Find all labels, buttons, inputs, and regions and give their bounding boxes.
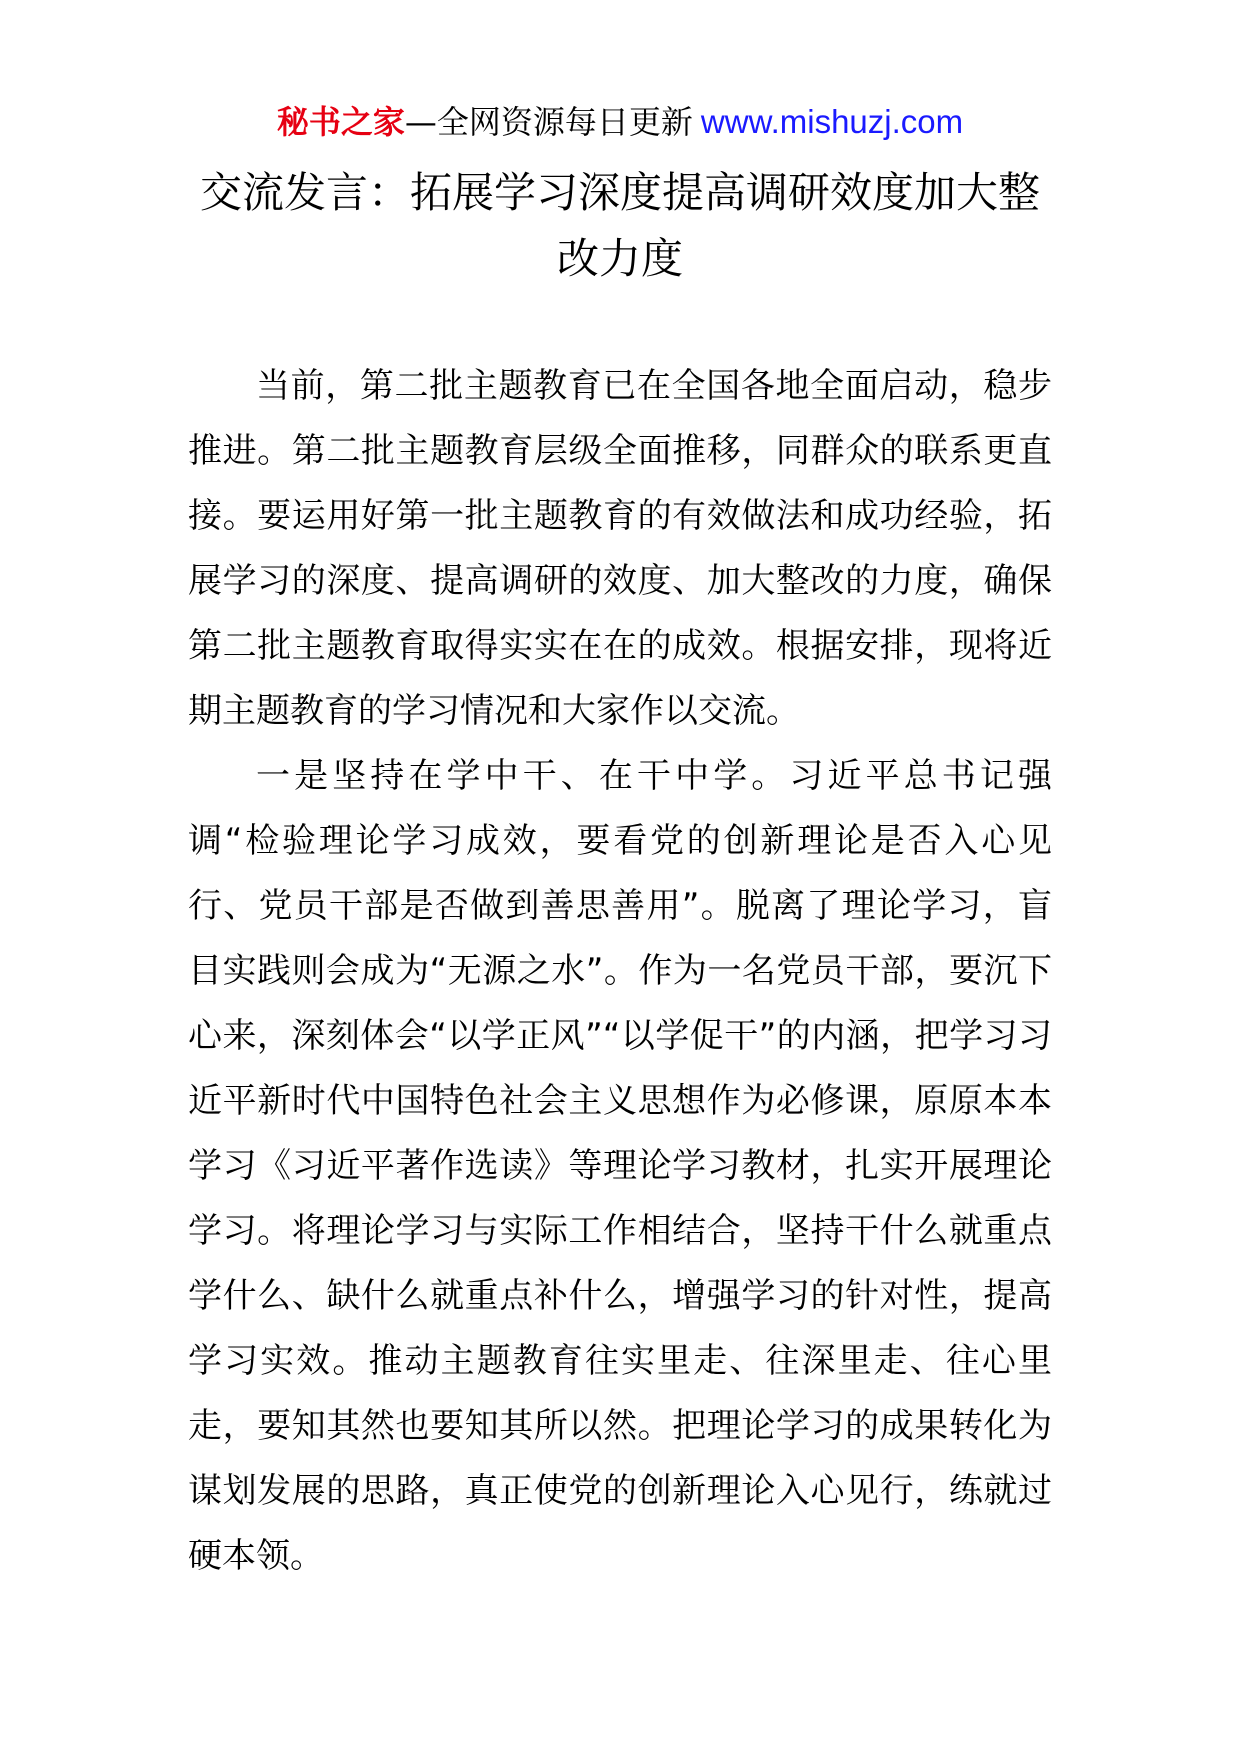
brand-name: 秘书之家 bbox=[276, 103, 405, 141]
header-slogan: —全网资源每日更新 bbox=[404, 103, 693, 141]
document-title: 交流发言：拓展学习深度提高调研效度加大整改力度 bbox=[199, 168, 1040, 283]
document-body bbox=[188, 354, 1052, 1589]
paragraph-1: 当前，第二批主题教育已在全国各地全面启动，稳步推进。第二批主题教育层级全面推移，同群众的联系更直接。要运用好第一批主题教育的有效做法和成功经验，拓展学习的深度、提高调研的效度、加大整改的力度，确保第二批主题教育取得实实在在的成效。根据安排，现将近期主题教育的学习情况和大家作以交流。 bbox=[188, 366, 1052, 731]
paragraph-2: 一是坚持在学中干、在干中学。习近平总书记强调“检验理论学习成效，要看党的创新理论是否入心见行、党员干部是否做到善思善用”。脱离了理论学习，盲目实践则会成为“无源之水”。作为一名党员干部，要沉下心来，深刻体会“以学正风”“以学促干”的内涵，把学习习近平新时代中国特色社会主义思想作为必修课，原原本本学习《习近平著作选读》等理论学习教材，扎实开展理论学习。将理论学习与实际工作相结合，坚持干什么就重点学什么、缺什么就重点补什么，增强学习的针对性，提高学习实效。推动主题教育往实里走、往深里走、往心里走，要知其然也要知其所以然。把理论学习的成果转化为谋划发展的思路，真正使党的创新理论入心见行，练就过硬本领。 bbox=[188, 756, 1052, 1576]
site-header bbox=[0, 100, 1240, 144]
site-url-link[interactable]: www.mishuzj.com bbox=[700, 103, 964, 140]
